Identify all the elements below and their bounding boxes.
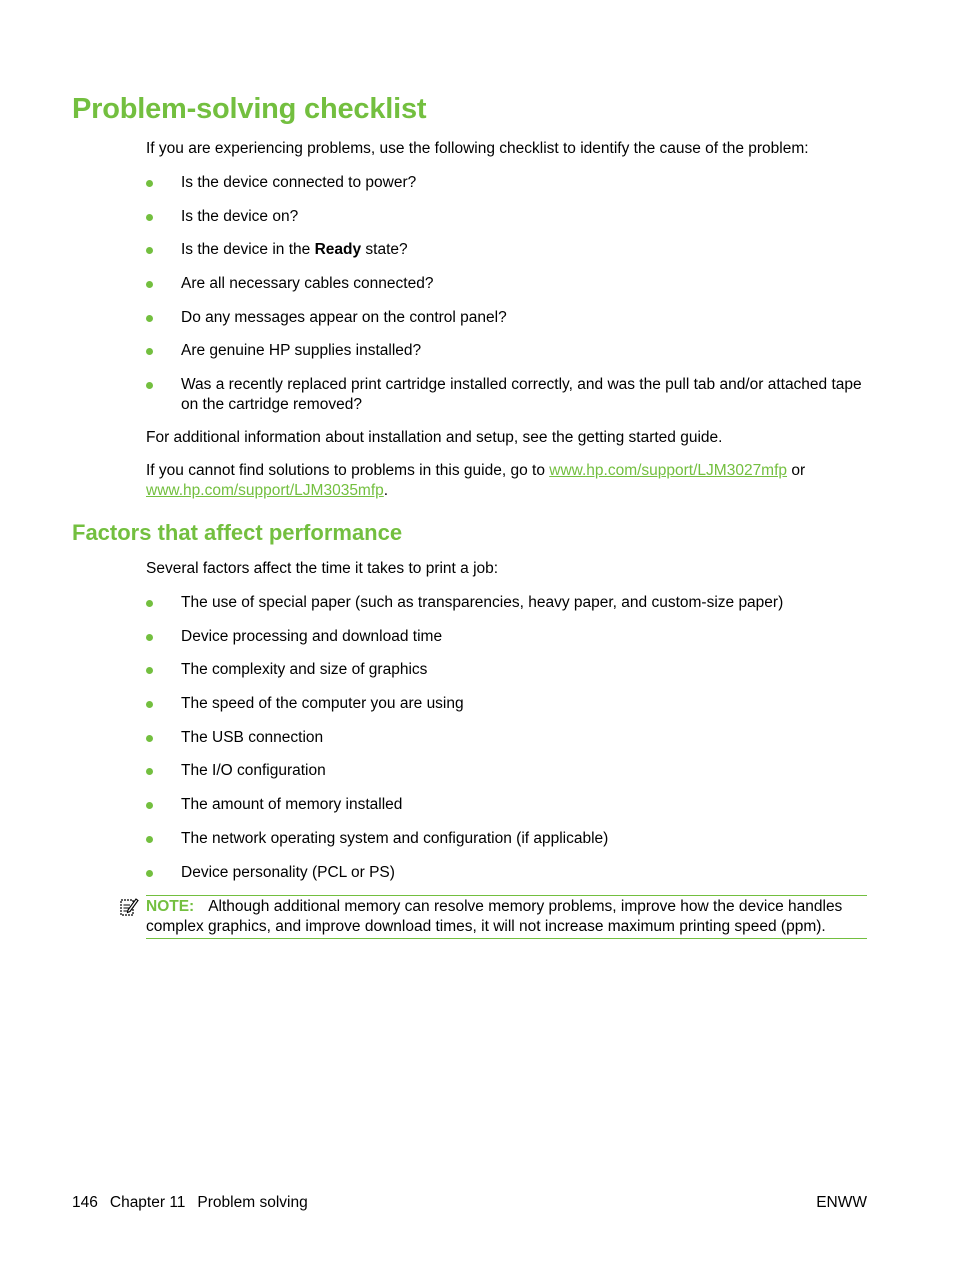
- chapter-title: Problem solving: [197, 1194, 308, 1211]
- list-item: Are genuine HP supplies installed?: [146, 341, 868, 361]
- section-heading: Factors that affect performance: [72, 520, 403, 545]
- list-item: Are all necessary cables connected?: [146, 274, 868, 294]
- page-title: Problem-solving checklist: [72, 93, 427, 125]
- support-link-ljm3035mfp[interactable]: www.hp.com/support/LJM3035mfp: [146, 482, 384, 499]
- performance-factors-list: [146, 593, 868, 896]
- bullet-icon: [146, 802, 153, 809]
- list-item: Is the device on?: [146, 207, 868, 227]
- list-item: Is the device connected to power?: [146, 173, 868, 193]
- list-item: The use of special paper (such as transparencies, heavy paper, and custom-size paper): [146, 593, 868, 613]
- bullet-icon: [146, 315, 153, 322]
- list-item: Do any messages appear on the control panel?: [146, 308, 868, 328]
- list-item: Is the device in the Ready state?: [146, 240, 868, 260]
- bullet-icon: [146, 836, 153, 843]
- additional-info-text: For additional information about installation and setup, see the getting started guide.: [146, 429, 723, 446]
- bullet-icon: [146, 870, 153, 877]
- list-item: The speed of the computer you are using: [146, 694, 868, 714]
- list-item: Device personality (PCL or PS): [146, 863, 868, 883]
- support-link-ljm3027mfp[interactable]: www.hp.com/support/LJM3027mfp: [549, 462, 788, 479]
- bullet-icon: [146, 600, 153, 607]
- page-footer: [72, 1193, 308, 1213]
- note-box: [146, 895, 867, 939]
- bullet-icon: [146, 382, 153, 389]
- footer-locale: ENWW: [816, 1194, 867, 1211]
- bullet-icon: [146, 348, 153, 355]
- bullet-icon: [146, 214, 153, 221]
- checklist-intro: If you are experiencing problems, use the following checklist to identify the cause of the problem:: [146, 140, 809, 157]
- bullet-icon: [146, 701, 153, 708]
- bullet-icon: [146, 768, 153, 775]
- bullet-icon: [146, 667, 153, 674]
- list-item: Was a recently replaced print cartridge installed correctly, and was the pull tab and/or attached tape on the cartridge removed?: [146, 375, 868, 415]
- list-item: The network operating system and configuration (if applicable): [146, 829, 868, 849]
- bullet-icon: [146, 180, 153, 187]
- performance-intro: Several factors affect the time it takes to print a job:: [146, 560, 499, 577]
- note-text: Although additional memory can resolve memory problems, improve how the device handles complex graphics, and improve download times, it will not increase maximum printing speed (ppm).: [146, 898, 843, 935]
- list-item: Device processing and download time: [146, 627, 868, 647]
- chapter-label: Chapter 11: [109, 1194, 186, 1211]
- list-item: The complexity and size of graphics: [146, 660, 868, 680]
- list-item: The I/O configuration: [146, 761, 868, 781]
- note-icon: [119, 897, 139, 917]
- note-label: NOTE:: [146, 898, 195, 915]
- support-text: If you cannot find solutions to problems in this guide, go to www.hp.com/support/LJM3027mfp or www.hp.com/support/LJM3035mfp.: [146, 462, 806, 499]
- page-number: 146: [72, 1194, 98, 1211]
- list-item: The USB connection: [146, 728, 868, 748]
- bullet-icon: [146, 247, 153, 254]
- bullet-icon: [146, 634, 153, 641]
- list-item: The amount of memory installed: [146, 795, 868, 815]
- checklist-list: [146, 173, 868, 429]
- bullet-icon: [146, 281, 153, 288]
- bullet-icon: [146, 735, 153, 742]
